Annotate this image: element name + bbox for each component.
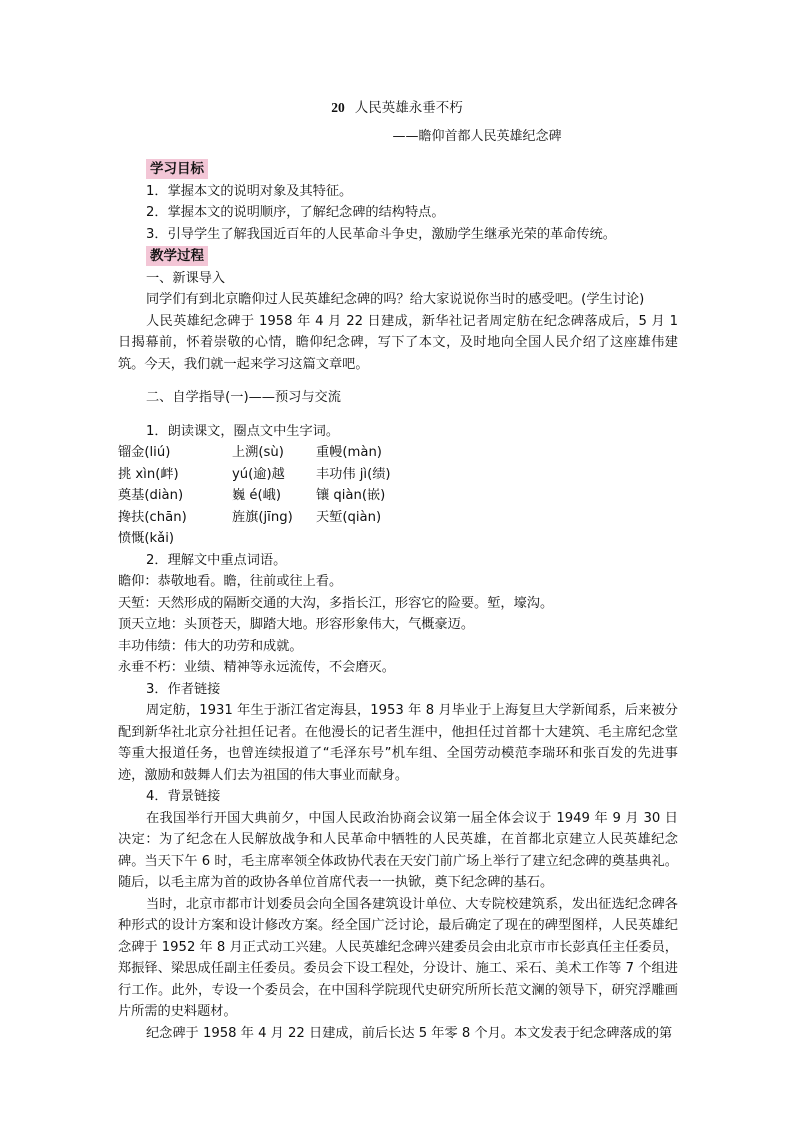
background-paragraph-2: 当时，北京市都市计划委员会向全国各建筑设计单位、大专院校建筑系，发出征选纪念碑各种形式的设计方案和设计修改方案。经全国广泛讨论，最后确定了现在的碑型图样，人民英雄纪念碑于 1952 年 8 月正式动工兴建。人民英雄纪念碑兴建委员会由北京市市长彭真任主任委员，郑振铎、梁思成任副主任委员。委员会下设工程处，分设计、施工、采石、美术工作等 7 个组进行工作。此外，专设一个委员会，在中国科学院现代史研究所所长范文澜的领导下，研究浮雕画片所需的史料题材。: [118, 896, 678, 1019]
vocab-row: [118, 528, 678, 550]
goal-item-2: 2．掌握本文的说明顺序，了解纪念碑的结构特点。: [146, 205, 445, 220]
step-4-heading: 4．背景链接: [146, 789, 221, 804]
section-2-heading: 二、自学指导(一)——预习与交流: [146, 390, 341, 405]
vocab-row: [118, 485, 678, 507]
step-2-heading: 2．理解文中重点词语。: [146, 552, 287, 568]
term-definition: 丰功伟绩：伟大的功劳和成就。: [118, 638, 303, 654]
intro-paragraph-1: 同学们有到北京瞻仰过人民英雄纪念碑的吗？给大家说说你当时的感受吧。(学生讨论): [146, 292, 645, 307]
section-1-heading: 一、新课导入: [146, 270, 226, 286]
vocab-word: 镶 qiàn(嵌): [316, 488, 386, 503]
author-paragraph: 周定舫，1931 年生于浙江省定海县，1953 年 8 月毕业于上海复旦大学新闻系，后来被分配到新华社北京分社担任记者。在他漫长的记者生涯中，他担任过首都十大建筑、毛主席纪念堂等重大报道任务，也曾连续报道了“毛泽东号”机车组、全国劳动模范李瑞环和张百发的先进事迹，激励和鼓舞人们去为祖国的伟大事业而献身。: [118, 703, 678, 783]
vocab-row: [118, 464, 678, 486]
vocab-word: 搀扶(chān): [118, 509, 187, 525]
vocab-word: 旌旗(jīng): [232, 509, 293, 525]
goals-tag: 学习目标: [146, 159, 208, 179]
term-definition: 天堑：天然形成的隔断交通的大沟，多指长江，形容它的险要。堑，壕沟。: [118, 595, 554, 611]
vocab-word: 镏金(liú): [118, 445, 171, 460]
lesson-subtitle: ——瞻仰首都人民英雄纪念碑: [392, 129, 562, 144]
step-3-heading: 3．作者链接: [146, 681, 221, 697]
step-1-heading: 1．朗读课文，圈点文中生字词。: [146, 423, 340, 439]
term-definition: 顶天立地：头顶苍天，脚踏大地。形容形象伟大，气概豪迈。: [118, 617, 475, 632]
vocab-word: yú(逾)越: [232, 466, 285, 482]
vocab-word: 愤慨(kǎi): [118, 531, 175, 546]
term-definition: 瞻仰：恭敬地看。瞻，往前或往上看。: [118, 574, 343, 589]
vocab-word: 丰功伟 jì(绩): [316, 466, 391, 482]
vocab-word: 上溯(sù): [232, 445, 284, 460]
vocab-word: 挑 xìn(衅): [118, 466, 179, 482]
lesson-title-text: 人民英雄永垂不朽: [354, 100, 463, 116]
lesson-number: 20: [331, 100, 345, 115]
vocab-row: [118, 442, 678, 464]
vocab-row: [118, 507, 678, 529]
document-body: [118, 158, 678, 1044]
vocab-word: 重幔(màn): [316, 445, 382, 460]
term-definition: 永垂不朽：业绩、精神等永远流传，不会磨灭。: [118, 660, 395, 675]
process-tag: 教学过程: [146, 246, 208, 266]
vocab-word: 巍 é(峨): [232, 488, 281, 503]
lesson-title: [0, 99, 794, 117]
goal-item-1: 1．掌握本文的说明对象及其特征。: [146, 183, 353, 199]
goal-item-3: 3．引导学生了解我国近百年的人民革命斗争史，激励学生继承光荣的革命传统。: [146, 226, 616, 242]
background-paragraph-3: 纪念碑于 1958 年 4 月 22 日建成，前后长达 5 年零 8 个月。本文发表于纪念碑落成的第: [146, 1025, 673, 1041]
vocabulary-grid: [118, 442, 678, 550]
intro-paragraph-2: 人民英雄纪念碑于 1958 年 4 月 22 日建成，新华社记者周定舫在纪念碑落成后，5 月 1 日揭幕前，怀着崇敬的心情，瞻仰纪念碑，写下了本文，及时地向全国人民介绍了这座雄伟建筑。今天，我们就一起来学习这篇文章吧。: [118, 313, 678, 372]
vocab-word: 天堑(qiàn): [316, 509, 382, 525]
vocab-word: 奠基(diàn): [118, 488, 184, 503]
background-paragraph-1: 在我国举行开国大典前夕，中国人民政治协商会议第一届全体会议于 1949 年 9 月 30 日决定：为了纪念在人民解放战争和人民革命中牺牲的人民英雄，在首都北京建立人民英雄纪念碑。当天下午 6 时，毛主席率领全体政协代表在天安门前广场上举行了建立纪念碑的奠基典礼。随后，以毛主席为首的政协各单位首席代表一一执锨，奠下纪念碑的基石。: [118, 810, 678, 890]
